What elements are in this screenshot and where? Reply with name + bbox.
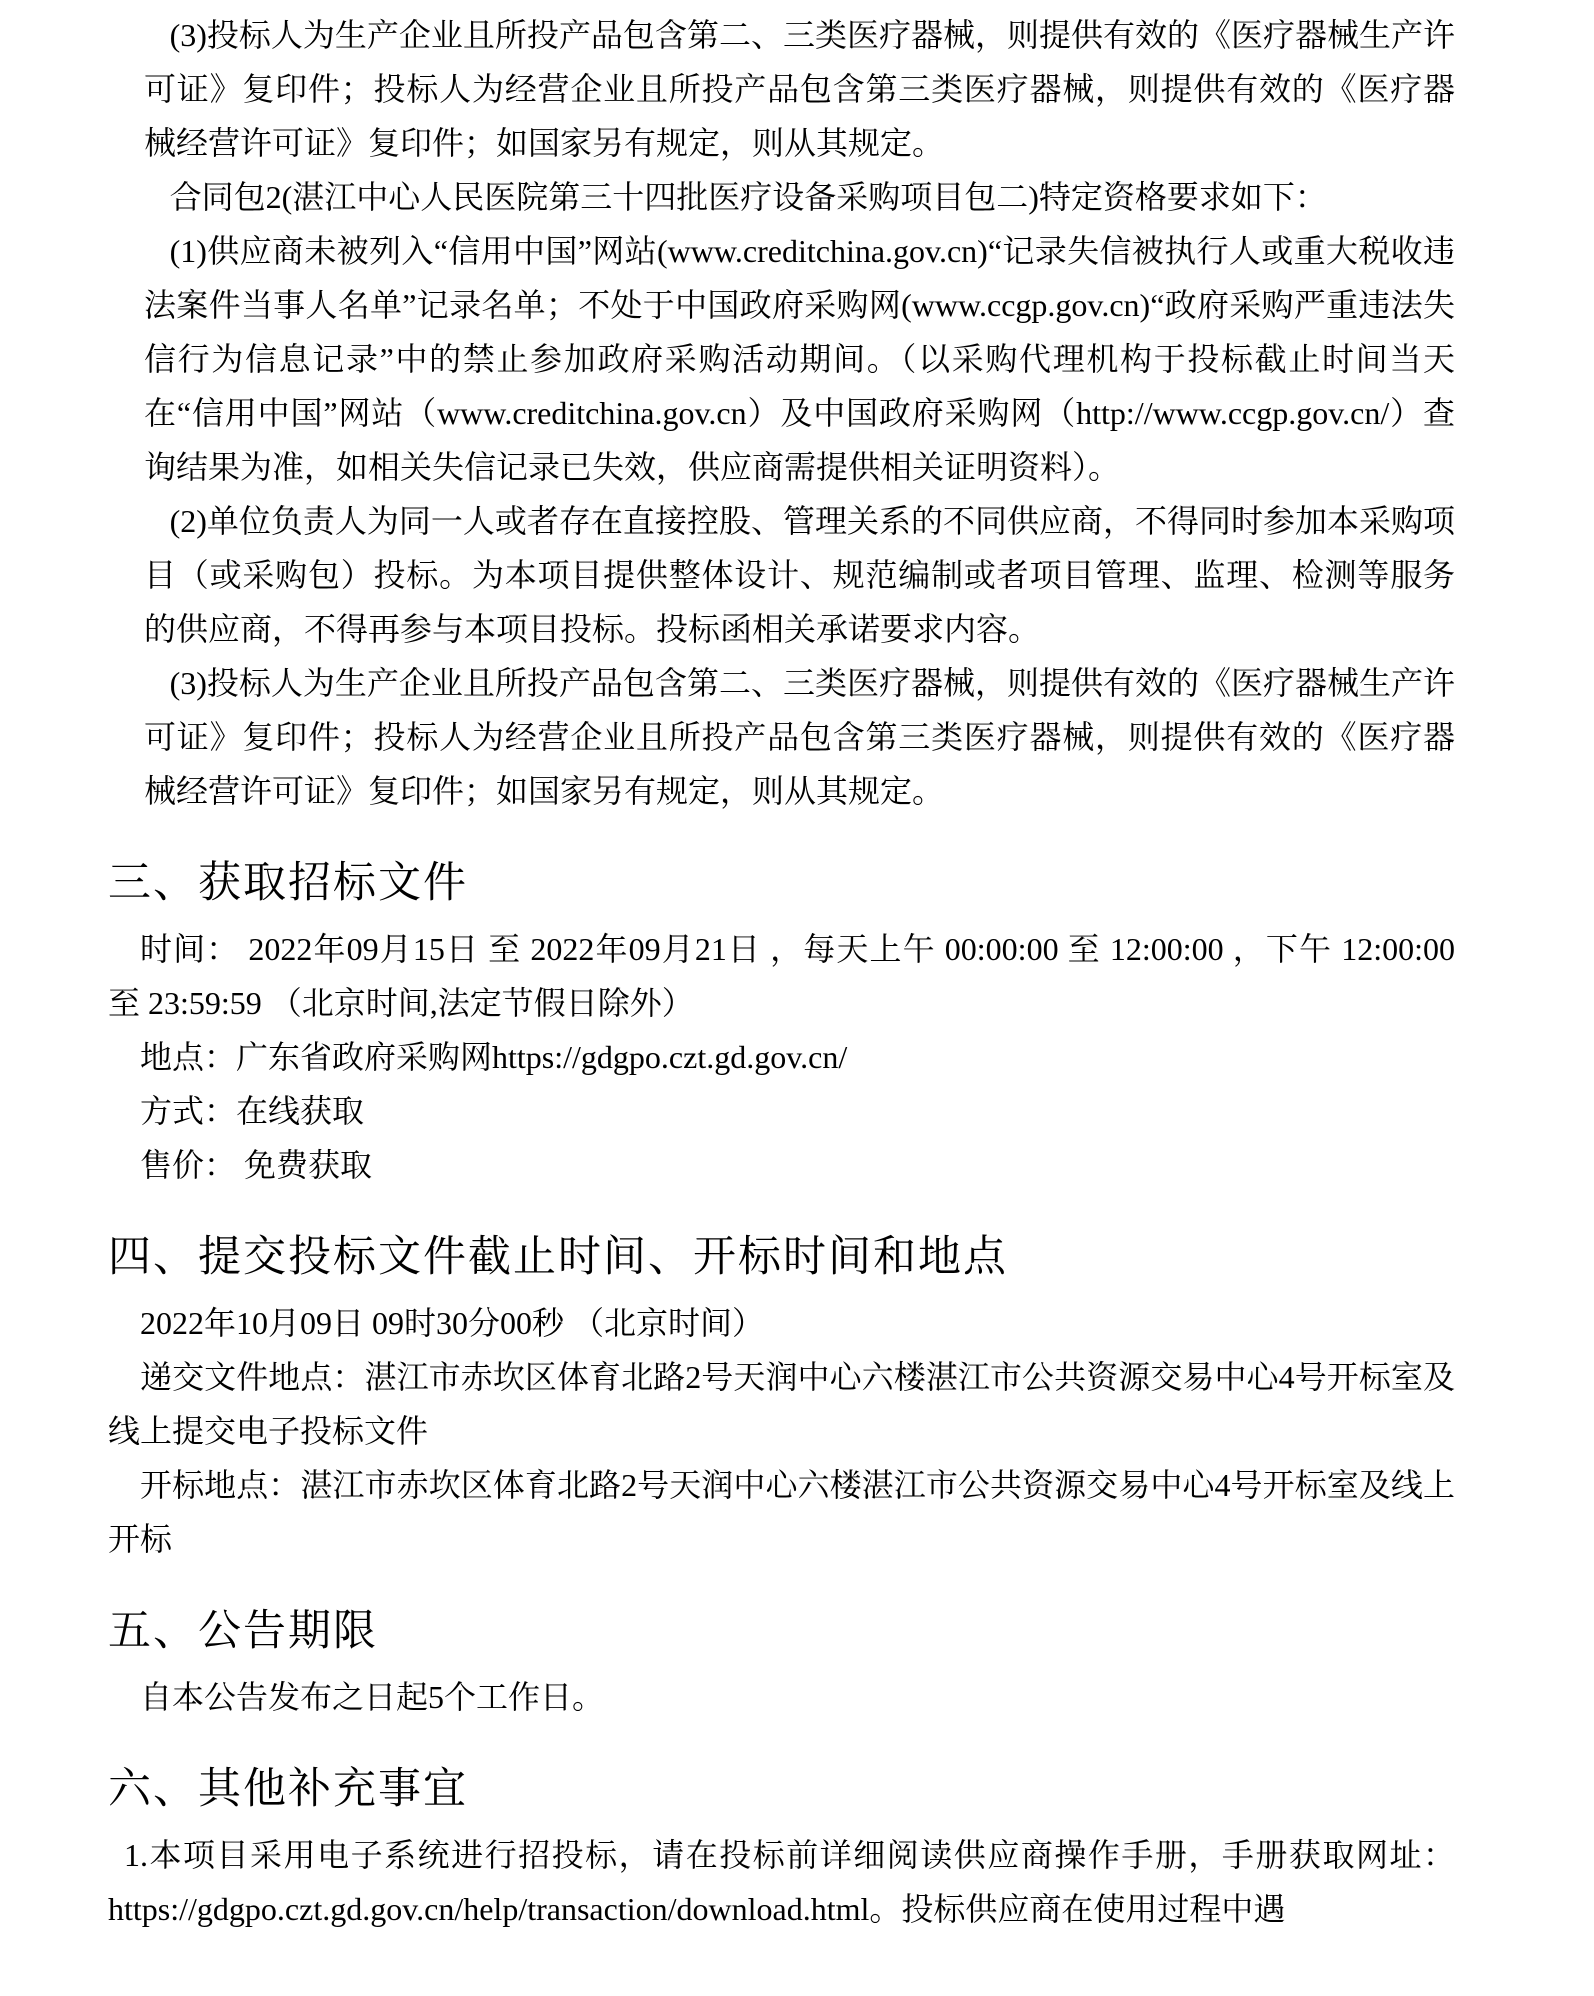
section-heading-other-matters: 六、其他补充事宜 xyxy=(108,1764,468,1814)
qualification-clause-2-pkg2: (2)单位负责人为同一人或者存在直接控股、管理关系的不同供应商，不得同时参加本采购项目（或采购包）投标。为本项目提供整体设计、规范编制或者项目管理、监理、检测等服务的供应商，不得再参与本项目投标。投标函相关承诺要求内容。 xyxy=(144,503,1455,647)
bid-opening-address: 开标地点：湛江市赤坎区体育北路2号天润中心六楼湛江市公共资源交易中心4号开标室及线上开标 xyxy=(108,1467,1455,1557)
deadline-datetime: 2022年10月09日 09时30分00秒 （北京时间） xyxy=(140,1305,765,1341)
qualification-clause-3-pkg2: (3)投标人为生产企业且所投产品包含第二、三类医疗器械，则提供有效的《医疗器械生产许可证》复印件；投标人为经营企业且所投产品包含第三类医疗器械，则提供有效的《医疗器械经营许可证》复印件；如国家另有规定，则从其规定。 xyxy=(144,665,1455,809)
section-heading-submission-deadline: 四、提交投标文件截止时间、开标时间和地点 xyxy=(108,1232,1008,1282)
obtain-time: 时间： 2022年09月15日 至 2022年09月21日 ，每天上午 00:00:00 至 12:00:00 ，下午 12:00:00 至 23:59:59 （北京时间,法定节假日除外） xyxy=(108,931,1455,1021)
contract-package-2-intro: 合同包2(湛江中心人民医院第三十四批医疗设备采购项目包二)特定资格要求如下： xyxy=(169,179,1327,215)
obtain-location: 地点：广东省政府采购网https://gdgpo.czt.gd.gov.cn/ xyxy=(140,1039,848,1075)
other-matters-item-1: 1.本项目采用电子系统进行招投标，请在投标前详细阅读供应商操作手册，手册获取网址：https://gdgpo.czt.gd.gov.cn/help/transaction/download.html。投标供应商在使用过程中遇 xyxy=(108,1837,1455,1927)
obtain-price: 售价： 免费获取 xyxy=(140,1147,373,1183)
obtain-method: 方式：在线获取 xyxy=(140,1093,365,1129)
section-heading-obtain-documents: 三、获取招标文件 xyxy=(108,858,468,908)
qualification-clause-1-pkg2: (1)供应商未被列入“信用中国”网站(www.creditchina.gov.cn)“记录失信被执行人或重大税收违法案件当事人名单”记录名单；不处于中国政府采购网(www.ccgp.gov.cn)“政府采购严重违法失信行为信息记录”中的禁止参加政府采购活动期间。（以采购代理机构于投标截止时间当天在“信用中国”网站（www.creditchina.gov.cn）及中国政府采购网（http://www.ccgp.gov.cn/）查询结果为准，如相关失信记录已失效，供应商需提供相关证明资料）。 xyxy=(144,233,1455,485)
submission-address: 递交文件地点：湛江市赤坎区体育北路2号天润中心六楼湛江市公共资源交易中心4号开标室及线上提交电子投标文件 xyxy=(108,1359,1455,1449)
section-heading-announcement-period: 五、公告期限 xyxy=(108,1606,378,1656)
qualification-clause-3-pkg1: (3)投标人为生产企业且所投产品包含第二、三类医疗器械，则提供有效的《医疗器械生产许可证》复印件；投标人为经营企业且所投产品包含第三类医疗器械，则提供有效的《医疗器械经营许可证》复印件；如国家另有规定，则从其规定。 xyxy=(144,17,1455,161)
announcement-period-text: 自本公告发布之日起5个工作日。 xyxy=(140,1679,605,1715)
